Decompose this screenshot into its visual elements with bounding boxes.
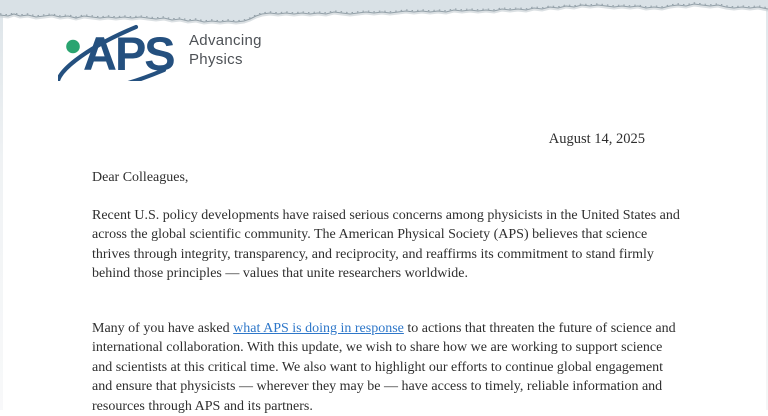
tagline-line-2: Physics [189, 50, 243, 68]
letter-salutation: Dear Colleagues, [92, 170, 189, 185]
letter-paragraph-2 [92, 319, 682, 416]
electron-dot-icon [66, 40, 80, 54]
aps-logo-text: APS [83, 27, 174, 80]
letter-paragraph-1: Recent U.S. policy developments have raised serious concerns among physicists in the United States and across the global scientific community. The American Physical Society (APS) believes that science thrives through integrity, transparency, and reciprocity, and reaffirms its commitment to stand firmly behind those principles — values that unite researchers worldwide. [92, 208, 680, 282]
aps-tagline [189, 32, 262, 69]
letter-date: August 14, 2025 [548, 131, 645, 147]
aps-logo [58, 23, 193, 81]
aps-response-link[interactable]: what APS is doing in response [233, 321, 404, 336]
page-left-edge-shading [0, 0, 3, 410]
paragraph-2-after-link: to actions that threaten the future of science and international collaboration. With this update, we wish to share how we are working to support science and scientists at this critical time. We also want to highlight our efforts to continue global engagement and ensure that physicists — wherever they may be — have access to timely, reliable information and resources through APS and its partners. [92, 321, 676, 414]
paragraph-2-before-link: Many of you have asked [92, 321, 234, 336]
tagline-line-1: Advancing [189, 32, 262, 49]
